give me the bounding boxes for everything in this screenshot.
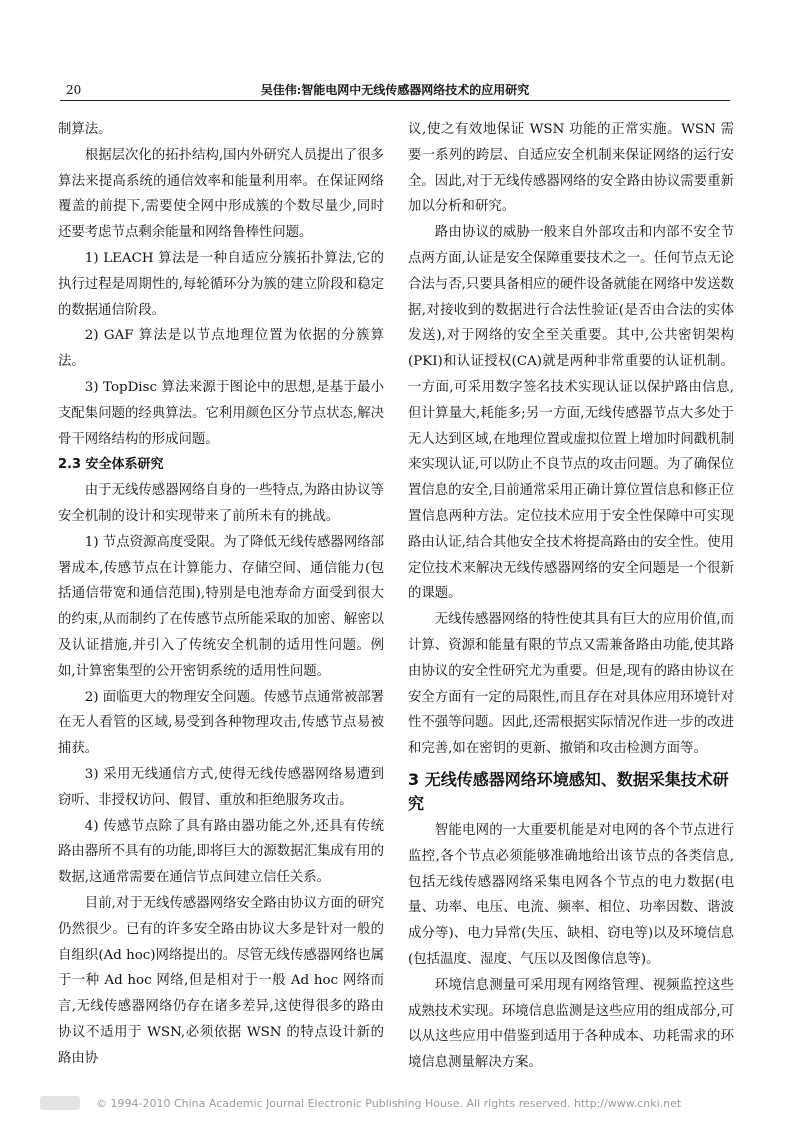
paragraph: 2) GAF 算法是以节点地理位置为依据的分簇算法。 (58, 328, 384, 370)
right-column (408, 117, 734, 1076)
paragraph: 1) LEACH 算法是一种自适应分簇拓扑算法,它的执行过程是周期性的,每轮循环分为簇的建立阶段和稳定的数据通信阶段。 (58, 250, 384, 318)
paragraph: 环境信息测量可采用现有网络管理、视频监控这些成熟技术实现。环境信息监测是这些应用的组成部分,可以从这些应用中借鉴到适用于各种成本、功耗需求的环境信息测量解决方案。 (408, 977, 734, 1071)
paragraph: 4) 传感节点除了具有路由器功能之外,还具有传统路由器所不具有的功能,即将巨大的源数据汇集成有用的数据,这通常需要在通信节点间建立信任关系。 (58, 818, 384, 886)
paragraph: 1) 节点资源高度受限。为了降低无线传感器网络部署成本,传感节点在计算能力、存储空间、通信能力(包括通信带宽和通信范围),特别是电池寿命方面受到很大的约束,从而制约了在传感节点所能采取的加密、解密以及认证措施,并引入了传统安全机制的适用性问题。例如,计算密集型的公开密钥系统的适用性问题。 (58, 534, 384, 679)
copyright-notice: © 1994-2010 China Academic Journal Electronic Publishing House. All rights reserved. http://www.cnki.net (96, 1097, 682, 1110)
left-column (58, 117, 384, 1071)
paragraph: 无线传感器网络的特性使其具有巨大的应用价值,而计算、资源和能量有限的节点又需兼备路由功能,使其路由协议的安全性研究尤为重要。但是,现有的路由协议在安全方面有一定的局限性,而且存在对具体应用环境针对性不强等问题。因此,还需根据实际情况作进一步的改进和完善,如在密钥的更新、撤销和攻击检测方面等。 (408, 612, 734, 757)
page-header (60, 80, 730, 101)
paragraph-continuation: 议,使之有效地保证 WSN 功能的正常实施。WSN 需要一系列的跨层、自适应安全机制来保证网络的运行安全。因此,对于无线传感器网络的安全路由协议需要重新加以分析和研究。 (408, 122, 734, 215)
paragraph: 3) 采用无线通信方式,使得无线传感器网络易遭到窃听、非授权访问、假冒、重放和拒绝服务攻击。 (58, 766, 384, 808)
subsection-heading: 2.3 安全体系研究 (58, 457, 164, 473)
paragraph: 目前,对于无线传感器网络安全路由协议方面的研究仍然很少。已有的许多安全路由协议大多是针对一般的自组织(Ad hoc)网络提出的。尽管无线传感器网络也属于一种 Ad hoc 网络,但是相对于一般 Ad hoc 网络而言,无线传感器网络仍存在诸多差异,这使得很多的路由协议不适用于 WSN,必须依据 WSN 的特点设计新的路由协 (58, 895, 384, 1066)
paragraph: 2) 面临更大的物理安全问题。传感节点通常被部署在无人看管的区域,易受到各种物理攻击,传感节点易被捕获。 (58, 689, 384, 757)
page-number: 20 (66, 83, 82, 97)
running-title: 吴佳伟:智能电网中无线传感器网络技术的应用研究 (260, 83, 530, 97)
paragraph-continuation: 制算法。 (58, 122, 112, 137)
paragraph: 根据层次化的拓扑结构,国内外研究人员提出了很多算法来提高系统的通信效率和能量利用率。在保证网络覆盖的前提下,需要使全网中形成簇的个数尽量少,同时还要考虑节点剩余能量和网络鲁棒性问题。 (58, 147, 384, 241)
paragraph: 路由协议的威胁一般来自外部攻击和内部不安全节点两方面,认证是安全保障重要技术之一。任何节点无论合法与否,只要具备相应的硬件设备就能在网络中发送数据,对接收到的数据进行合法性验证(是否由合法的实体发送),对于网络的安全至关重要。其中,公共密钥架构(PKI)和认证授权(CA)就是两种非常重要的认证机制。一方面,可采用数字签名技术实现认证以保护路由信息,但计算量大,耗能多;另一方面,无线传感器节点大多处于无人达到区域,在地理位置或虚拟位置上增加时间戳机制来实现认证,可以防止不良节点的攻击问题。为了确保位置信息的安全,目前通常采用正确计算位置信息和修正位置信息两种方法。定位技术应用于安全性保障中可实现路由认证,结合其他安全技术将提高路由的安全性。使用定位技术来解决无线传感器网络的安全问题是一个很新的课题。 (408, 225, 734, 602)
paragraph: 由于无线传感器网络自身的一些特点,为路由协议等安全机制的设计和实现带来了前所未有的挑战。 (58, 483, 384, 524)
cnki-logo-icon (40, 1096, 80, 1110)
paragraph: 智能电网的一大重要机能是对电网的各个节点进行监控,各个节点必须能够准确地给出该节点的各类信息,包括无线传感器网络采集电网各个节点的电力数据(电量、功率、电压、电流、频率、相位、功率因数、谐波成分等)、电力异常(失压、缺相、窃电等)以及环境信息(包括温度、湿度、气压以及图像信息等)。 (408, 822, 734, 967)
page-footer (0, 1090, 789, 1120)
paragraph: 3) TopDisc 算法来源于图论中的思想,是基于最小支配集问题的经典算法。它利用颜色区分节点状态,解决骨干网络结构的形成问题。 (58, 379, 384, 447)
section-heading: 3 无线传感器网络环境感知、数据采集技术研究 (408, 769, 729, 813)
